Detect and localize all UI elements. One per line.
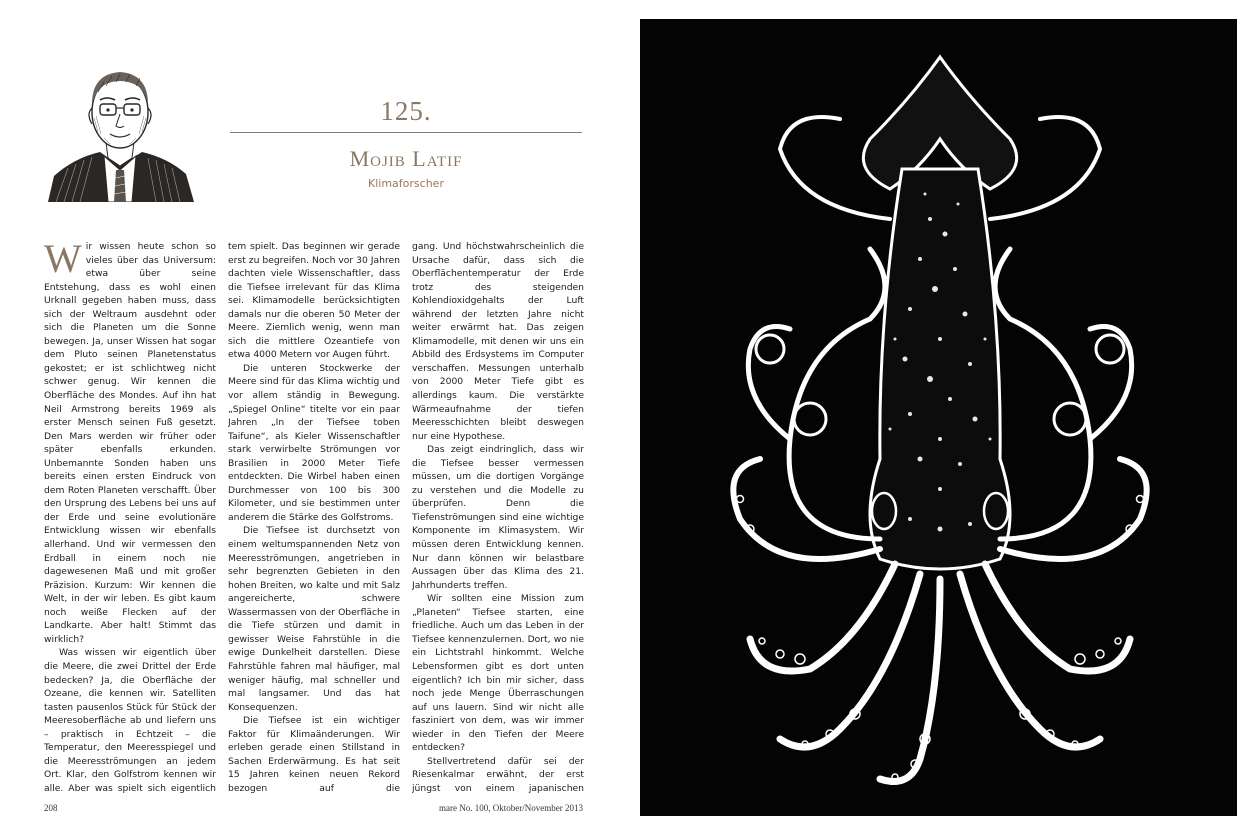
paragraph: Die unteren Stockwerke der Meere sind für das Klima wichtig und vor allem ständig in Bewegung. „Spiegel Online“ titelte vor ein paar Jahren „In der Tiefsee toben Taifune“, als Kieler Wissenschaftler stark verwirbelte Strömungen vor Brasilien in 2000 Meter Tiefe entdeckten. Die Wirbel haben einen Durchmesser von 100 bis 300 Kilometer, und sie bestimmen unter anderem die Stärke des Golfstroms. [228,362,400,523]
entry-number: 125. [380,96,432,126]
paragraph: Die Tiefsee ist durchsetzt von einem weltumspannenden Netz von Meeresströmungen, angetrieben in sehr begrenzten Gebieten in den hohen Breiten, wo kalte und mit Salz angereicherte, schwere Wassermassen von der Oberfläche in die Tiefe stürzen und damit in gewisser Weise Fahrstühle in die ewige Dunkelheit darstellen. Diese Fahrstühle fahren mal häufiger, mal weniger häufig, mal schneller und mal langsamer. Und das hat Konsequenzen. [228,525,400,713]
paragraph: Was wissen wir eigentlich über die Meere, die zwei Drittel der Erde bedecken? Ja, die Oberfläche der Ozeane, die kennen wir. Satelliten tasten pausenlos Stück für Stück der Meeresoberfläche ab und liefern uns – praktisch in Echtzeit – die Temperatur, den Meeresspiegel und die Meeresströmungen an jedem Ort. Klar, den Golfstrom kennen wir alle. Aber was spielt sich eigentlich [44,647,216,794]
text-column-1 [44,240,216,796]
article-body [44,240,584,796]
text-column-3 [412,240,584,796]
paragraph: tem spielt. Das beginnen wir gerade erst zu begreifen. Noch vor 30 Jahren dachten viele Wissenschaftler, dass die Tiefsee irrelevant für das Klima sei. Klimamodelle berücksichtigten damals nur die oberen 50 Meter der Meere. Ziemlich wenig, wenn man sich die mittlere Ozeantiefe von etwa 4000 Metern vor Augen führt. [228,241,400,361]
portrait-illustration [44,58,196,202]
author-name: Mojib Latif [349,146,463,171]
drop-cap: W [44,240,82,281]
portrait-drawing [44,58,196,202]
paragraph: Wir sollten eine Mission zum „Planeten“ Tiefsee starten, eine friedliche. Auch um das Leben in der Tiefsee kennenzulernen. Dort, wo nie ein Lichtstrahl hinkommt. Welche Lebensformen gibt es dort unten eigentlich? Ich bin mir sicher, dass noch jede Menge Überraschungen auf uns lauern. Sind wir nicht alle fasziniert von dem, was wir immer wieder in den Tiefen der Meere entdecken? [412,593,584,754]
squid-illustration [640,19,1237,816]
paragraph [44,240,216,646]
paragraph: Die Tiefsee ist ein wichtiger Faktor für Klimaänderungen. Wir erleben gerade einen Stillstand in Sachen Erderwärmung. Es hat seit 15 Jahren keinen neuen Rekord bezogen auf die [228,715,400,794]
text-column-2 [228,240,400,796]
page-number: 208 [44,803,58,813]
giant-squid-drawing [640,19,1237,816]
paragraph: gang. Und höchstwahrscheinlich die Ursache dafür, dass sich die Oberflächentemperatur der Erde trotz des steigenden Kohlendioxidgehalts der Luft während der letzten Jahre nicht weiter erwärmt hat. Das zeigen Klimamodelle, mit denen wir uns ein Abbild des Erdsystems im Computer verschaffen. Messungen unterhalb von 2000 Meter Tiefe gibt es allerdings kaum. Die verstärkte Wärmeaufnahme der tiefen Meeresschichten bleibt deswegen nur eine Hypothese. [412,241,584,442]
paragraph: Das zeigt eindringlich, dass wir die Tiefsee besser vermessen müssen, um die dortigen Vorgänge zu verstehen und die Modelle zu überprüfen. Denn die Tiefenströmungen sind eine wichtige Komponente im Klimasystem. Wir müssen deren Entwicklung kennen. Nur dann können wir belastbare Aussagen über das Klima des 21. Jahrhunderts treffen. [412,444,584,591]
paragraph: Stellvertretend dafür sei der Riesenkalmar erwähnt, der erst jüngst von einem japanischen [412,755,584,794]
magazine-credit: mare No. 100, Oktober/November 2013 [439,803,583,813]
paragraph-text: ir wissen heute schon so vieles über das Universum: etwa über seine Entstehung, dass es wohl einen Urknall gegeben haben muss, dass sich der Weltraum ausdehnt oder sich die Planeten um die Sonne bewegen. Ja, unser Wissen hat sogar dem Pluto seinen Planetenstatus gekostet; er ist schlichtweg nicht schwer genug. Wir kennen die Oberfläche des Mondes. Auf ihn hat Neil Armstrong bereits 1969 als erster Mensch seinen Fuß gesetzt. Den Mars werden wir früher oder später ebenfalls erkunden. Unbemannte Sonden haben uns bereits einen ersten Eindruck von dem Roten Planeten verschafft. Über den Ursprung des Lebens bei uns auf der Erde und seine evolutionäre Entwicklung wissen wir ebenfalls allerhand. Und wir vermessen den Erdball in einem noch nie dagewesenen Maß und mit großer Präzision. Kurzum: Wir kennen die Welt, in der wir leben. Es gibt kaum noch weiße Flecken auf der Landkarte. Aber halt! Stimmt das wirklich? [44,241,216,645]
author-role: Klimaforscher [368,177,444,190]
header-rule [230,132,582,133]
